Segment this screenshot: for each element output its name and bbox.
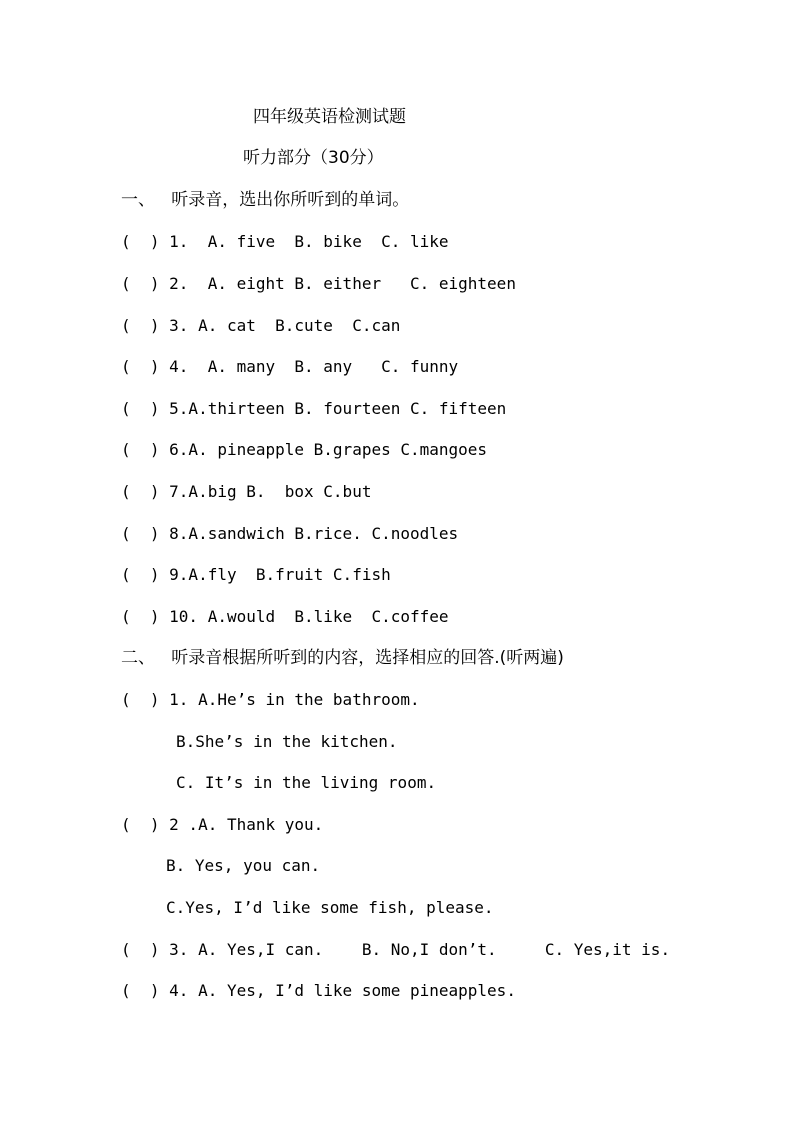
question-row: ( ) 2 .A. Thank you.	[121, 815, 324, 834]
answer-option: B.She’s in the kitchen.	[176, 732, 398, 751]
question-row: ( ) 10. A.would B.like C.coffee	[121, 607, 449, 626]
question-row: ( ) 1. A. five B. bike C. like	[121, 232, 449, 251]
question-row: ( ) 2. A. eight B. either C. eighteen	[121, 274, 516, 293]
question-row: ( ) 4. A. many B. any C. funny	[121, 357, 459, 376]
answer-option: B. Yes, you can.	[166, 856, 321, 875]
section-subtitle: 听力部分（30分）	[243, 148, 384, 168]
question-row: ( ) 1. A.He’s in the bathroom.	[121, 690, 420, 709]
question-row: ( ) 3. A. cat B.cute C.can	[121, 316, 401, 335]
answer-option: C. It’s in the living room.	[176, 773, 437, 792]
exam-title: 四年级英语检测试题	[253, 107, 406, 127]
section-2-heading: 二、 听录音根据所听到的内容，选择相应的回答.(听两遍)	[121, 648, 564, 668]
question-row: ( ) 8.A.sandwich B.rice. C.noodles	[121, 524, 459, 543]
question-row: ( ) 4. A. Yes, I’d like some pineapples.	[121, 981, 516, 1000]
question-row: ( ) 7.A.big B. box C.but	[121, 482, 372, 501]
answer-option: C.Yes, I’d like some fish, please.	[166, 898, 494, 917]
question-row: ( ) 9.A.fly B.fruit C.fish	[121, 565, 391, 584]
question-row: ( ) 6.A. pineapple B.grapes C.mangoes	[121, 440, 488, 459]
question-row: ( ) 5.A.thirteen B. fourteen C. fifteen	[121, 399, 507, 418]
question-row: ( ) 3. A. Yes,I can. B. No,I don’t. C. Yes,it is.	[121, 940, 671, 959]
section-1-heading: 一、 听录音，选出你所听到的单词。	[121, 190, 410, 210]
